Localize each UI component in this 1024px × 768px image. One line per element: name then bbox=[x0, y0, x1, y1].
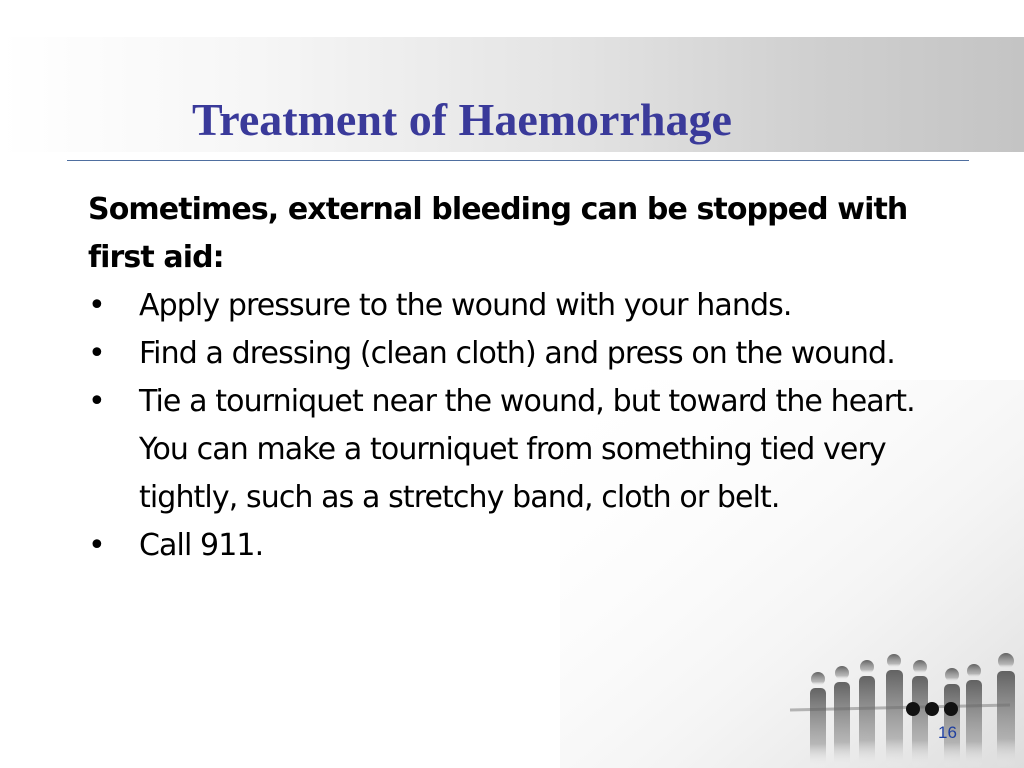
list-item bbox=[88, 378, 958, 522]
list-item bbox=[88, 282, 958, 330]
content-body bbox=[88, 186, 958, 570]
page-title: Treatment of Haemorrhage bbox=[192, 94, 732, 145]
bullet-icon: • bbox=[88, 336, 105, 371]
bullet-icon: • bbox=[88, 384, 105, 419]
intro-text: Sometimes, external bleeding can be stopped with first aid: bbox=[88, 192, 908, 275]
list-item bbox=[88, 330, 958, 378]
title-divider bbox=[67, 160, 969, 161]
slide-number: 16 bbox=[938, 723, 957, 742]
list-item-text: Call 911. bbox=[139, 528, 264, 563]
bullet-list bbox=[88, 282, 958, 570]
dots-icon bbox=[904, 700, 960, 718]
list-item-text: Tie a tourniquet near the wound, but toward the heart. You can make a tourniquet from something tied very tightly, such as a stretchy band, cloth or belt. bbox=[139, 384, 915, 515]
bullet-icon: • bbox=[88, 528, 105, 563]
list-item bbox=[88, 522, 958, 570]
list-item-text: Find a dressing (clean cloth) and press on the wound. bbox=[139, 336, 895, 371]
list-item-text: Apply pressure to the wound with your hands. bbox=[139, 288, 792, 323]
bullet-icon: • bbox=[88, 288, 105, 323]
